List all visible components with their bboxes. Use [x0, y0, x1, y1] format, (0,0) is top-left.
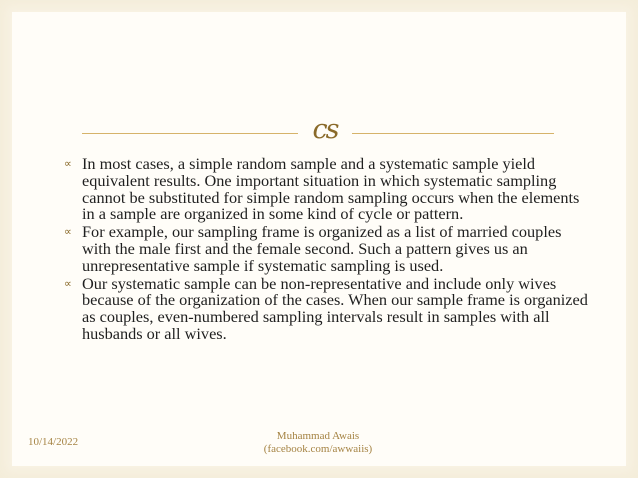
bullet-list: [64, 156, 588, 344]
divider-left: [82, 133, 298, 134]
author-name: Muhammad Awais: [276, 430, 360, 442]
bullet-text: Our systematic sample can be non-representative and include only wives because of the organization of the cases. When our sample frame is organized as couples, even-numbered sampling intervals result in samples with all husbands or all wives.: [82, 273, 588, 343]
footer-author: [238, 430, 398, 456]
bullet-item: [64, 156, 588, 223]
ornament-icon: cs: [312, 114, 338, 145]
bullet-text: For example, our sampling frame is organized as a list of married couples with the male first and the female second. Such a pattern gives us an unrepresentative sample if systematic sampling is used.: [82, 222, 562, 275]
bullet-item: [64, 224, 588, 274]
footer-date: 10/14/2022: [28, 436, 79, 448]
bullet-text: In most cases, a simple random sample and a systematic sample yield equivalent results. One important situation in which systematic sampling cannot be substituted for simple random sampling occurs when the elements in a sample are organized in some kind of cycle or pattern.: [82, 154, 580, 224]
bullet-icon: ∝: [64, 225, 71, 239]
bullet-icon: ∝: [64, 157, 71, 170]
author-contact: (facebook.com/awwaiis): [263, 443, 373, 455]
bullet-icon: ∝: [64, 276, 71, 290]
divider-right: [352, 133, 554, 134]
bullet-item: [64, 273, 588, 343]
